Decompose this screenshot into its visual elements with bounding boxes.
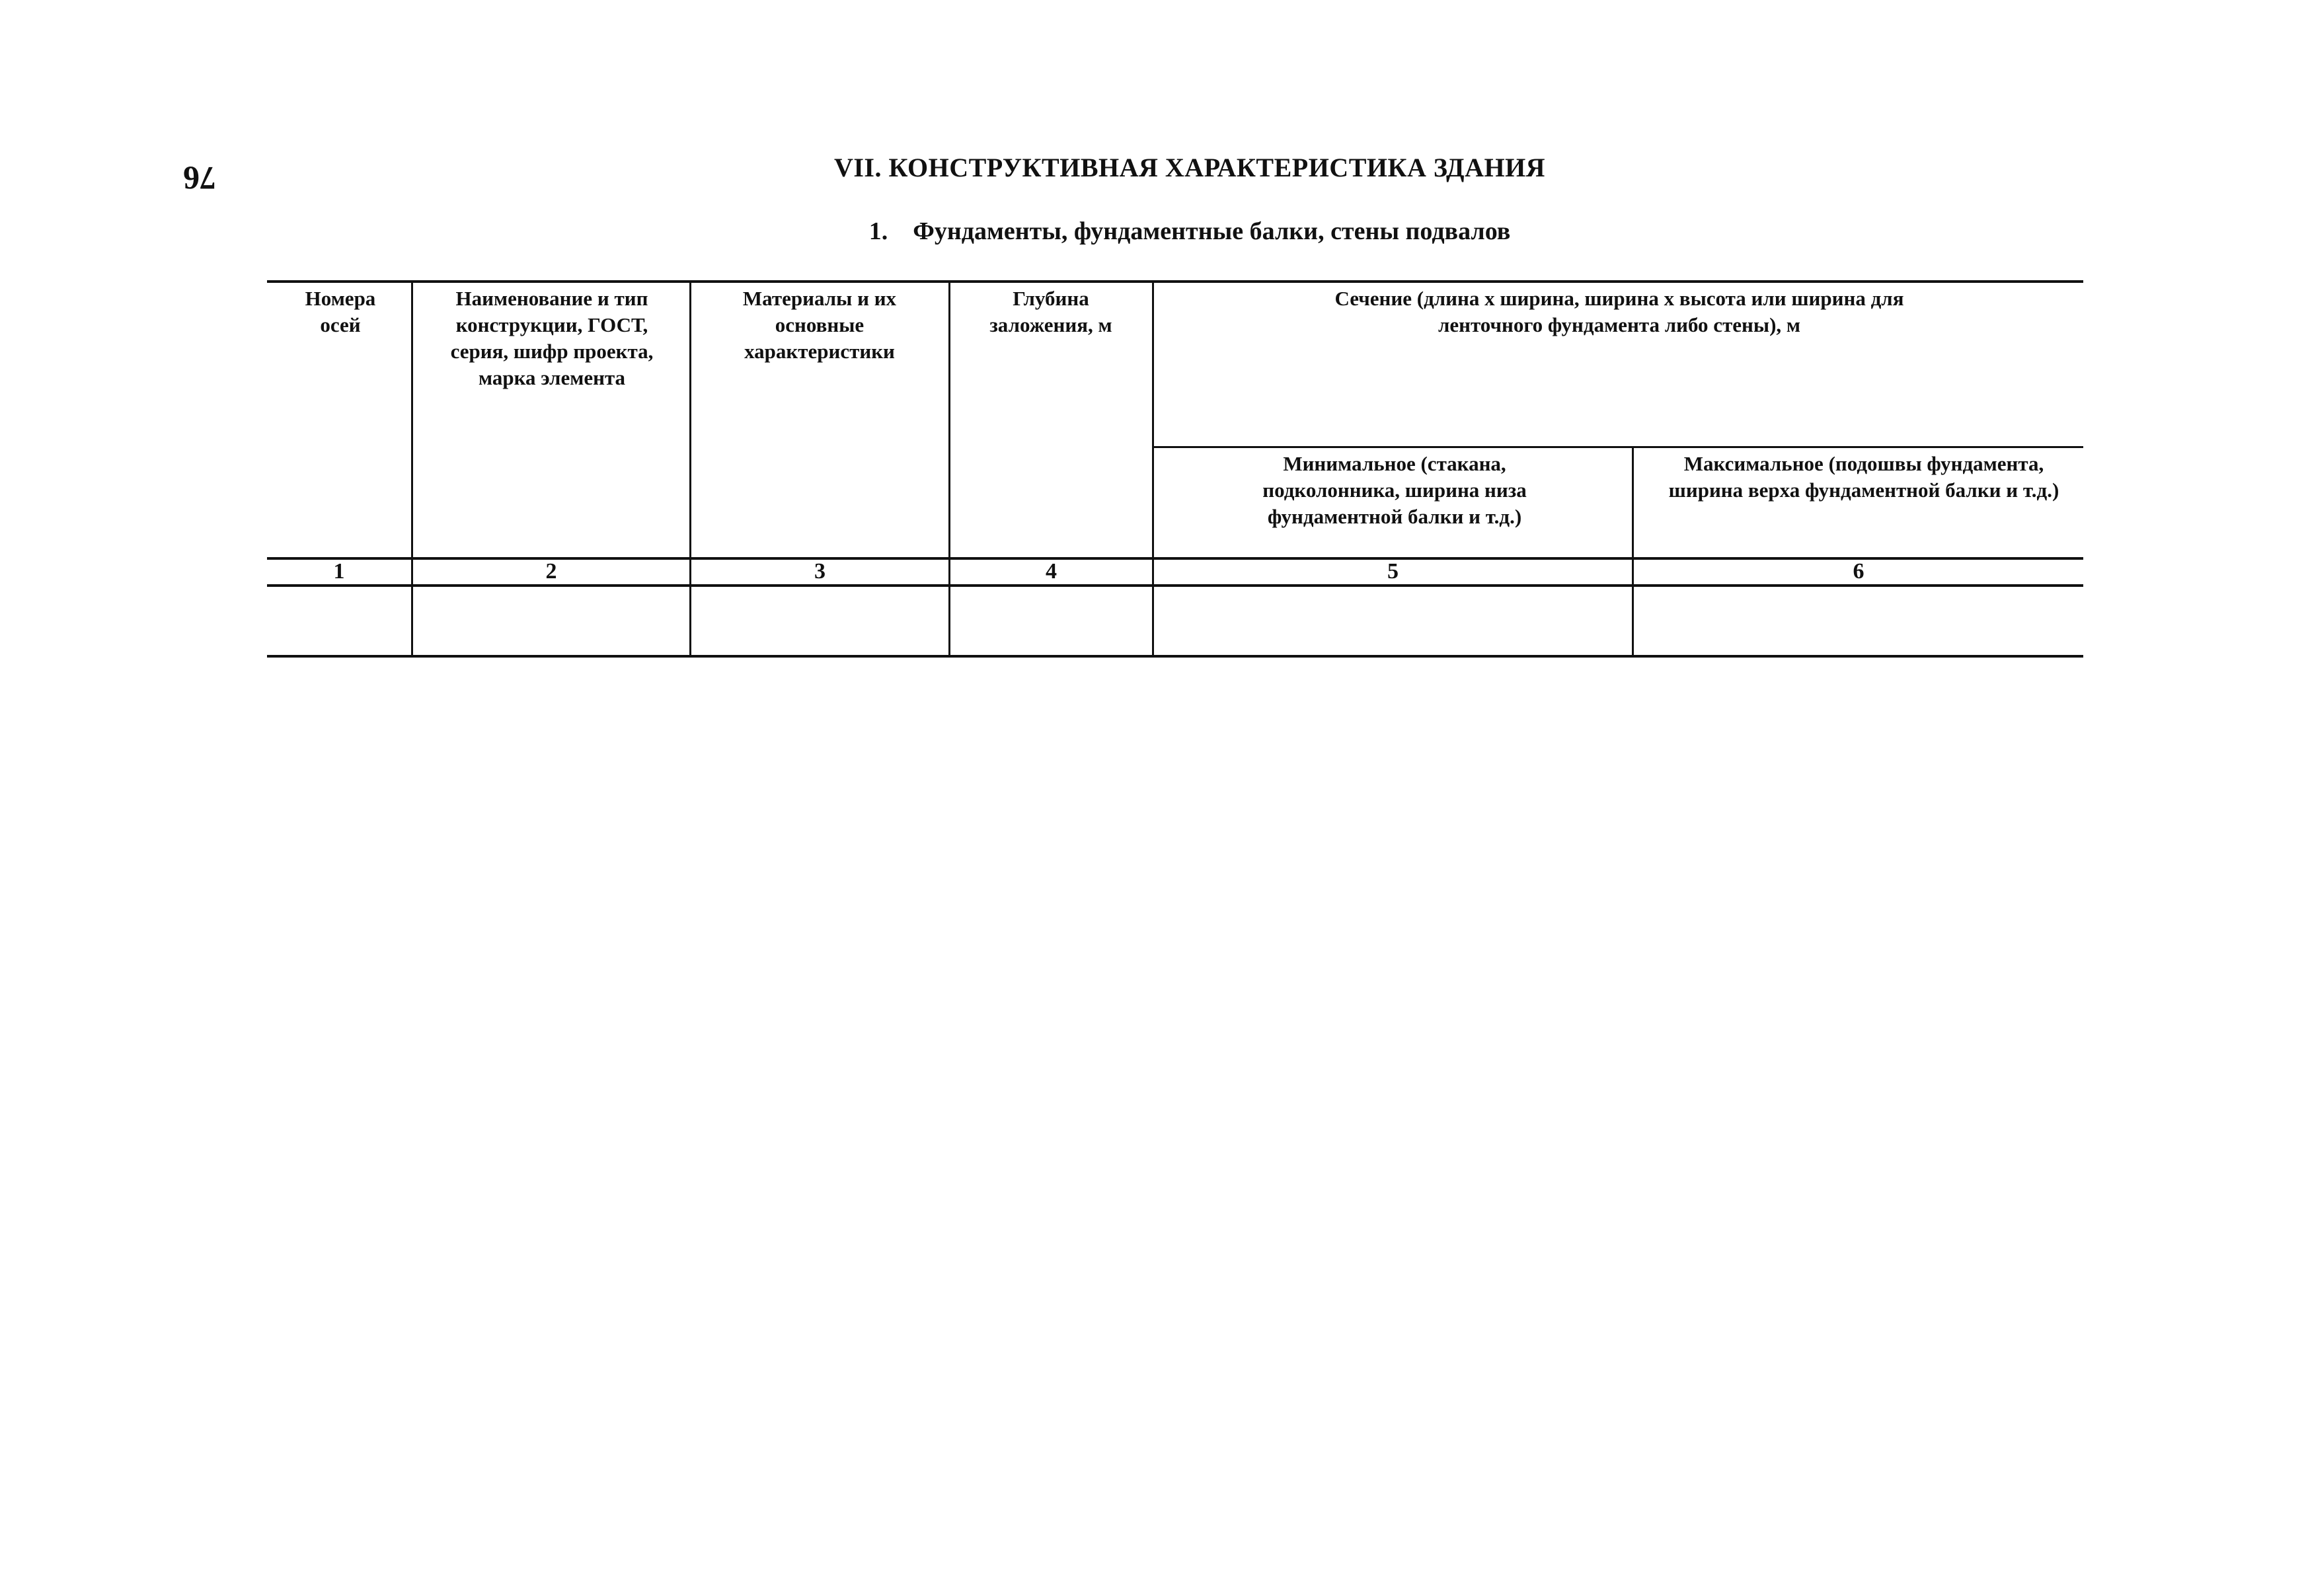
section-subtitle <box>661 217 1718 246</box>
table-top-border <box>267 280 2083 283</box>
header-materials: Материалы и их основные характеристики <box>742 287 897 363</box>
header-name: Наименование и тип конструкции, ГОСТ, серия, шифр проекта, марка элемента <box>450 287 654 389</box>
column-number-4: 4 <box>1046 559 1057 584</box>
page-number: 76 <box>183 160 216 197</box>
column-number-5: 5 <box>1387 559 1399 584</box>
column-number-3: 3 <box>814 559 826 584</box>
subtitle-text: Фундаменты, фундаментные балки, стены подвалов <box>913 217 1511 245</box>
column-divider <box>689 280 691 657</box>
column-divider <box>411 280 413 657</box>
table-bottom-border <box>267 655 2083 658</box>
subtitle-number: 1. <box>868 217 888 245</box>
section-title: VII. КОНСТРУКТИВНАЯ ХАРАКТЕРИСТИКА ЗДАНИЯ <box>833 153 1546 182</box>
header-section: Сечение (длина х ширина, ширина х высота или ширина для ленточного фундамента либо стены), м <box>1334 287 1904 336</box>
column-divider <box>948 280 950 657</box>
column-number-2: 2 <box>545 559 557 584</box>
header-axes: Номера осей <box>305 287 376 336</box>
header-maximum: Максимальное (подошвы фундамента, ширина верха фундаментной балки и т.д.) <box>1668 452 2059 502</box>
section-subheader-divider <box>1153 446 2083 448</box>
header-minimum: Минимальное (стакана, подколонника, ширина низа фундаментной балки и т.д.) <box>1262 452 1527 528</box>
column-number-1: 1 <box>333 559 345 584</box>
column-divider <box>1152 280 1154 657</box>
column-number-6: 6 <box>1853 559 1864 584</box>
column-divider <box>1632 446 1634 657</box>
header-depth: Глубина заложения, м <box>989 287 1112 336</box>
